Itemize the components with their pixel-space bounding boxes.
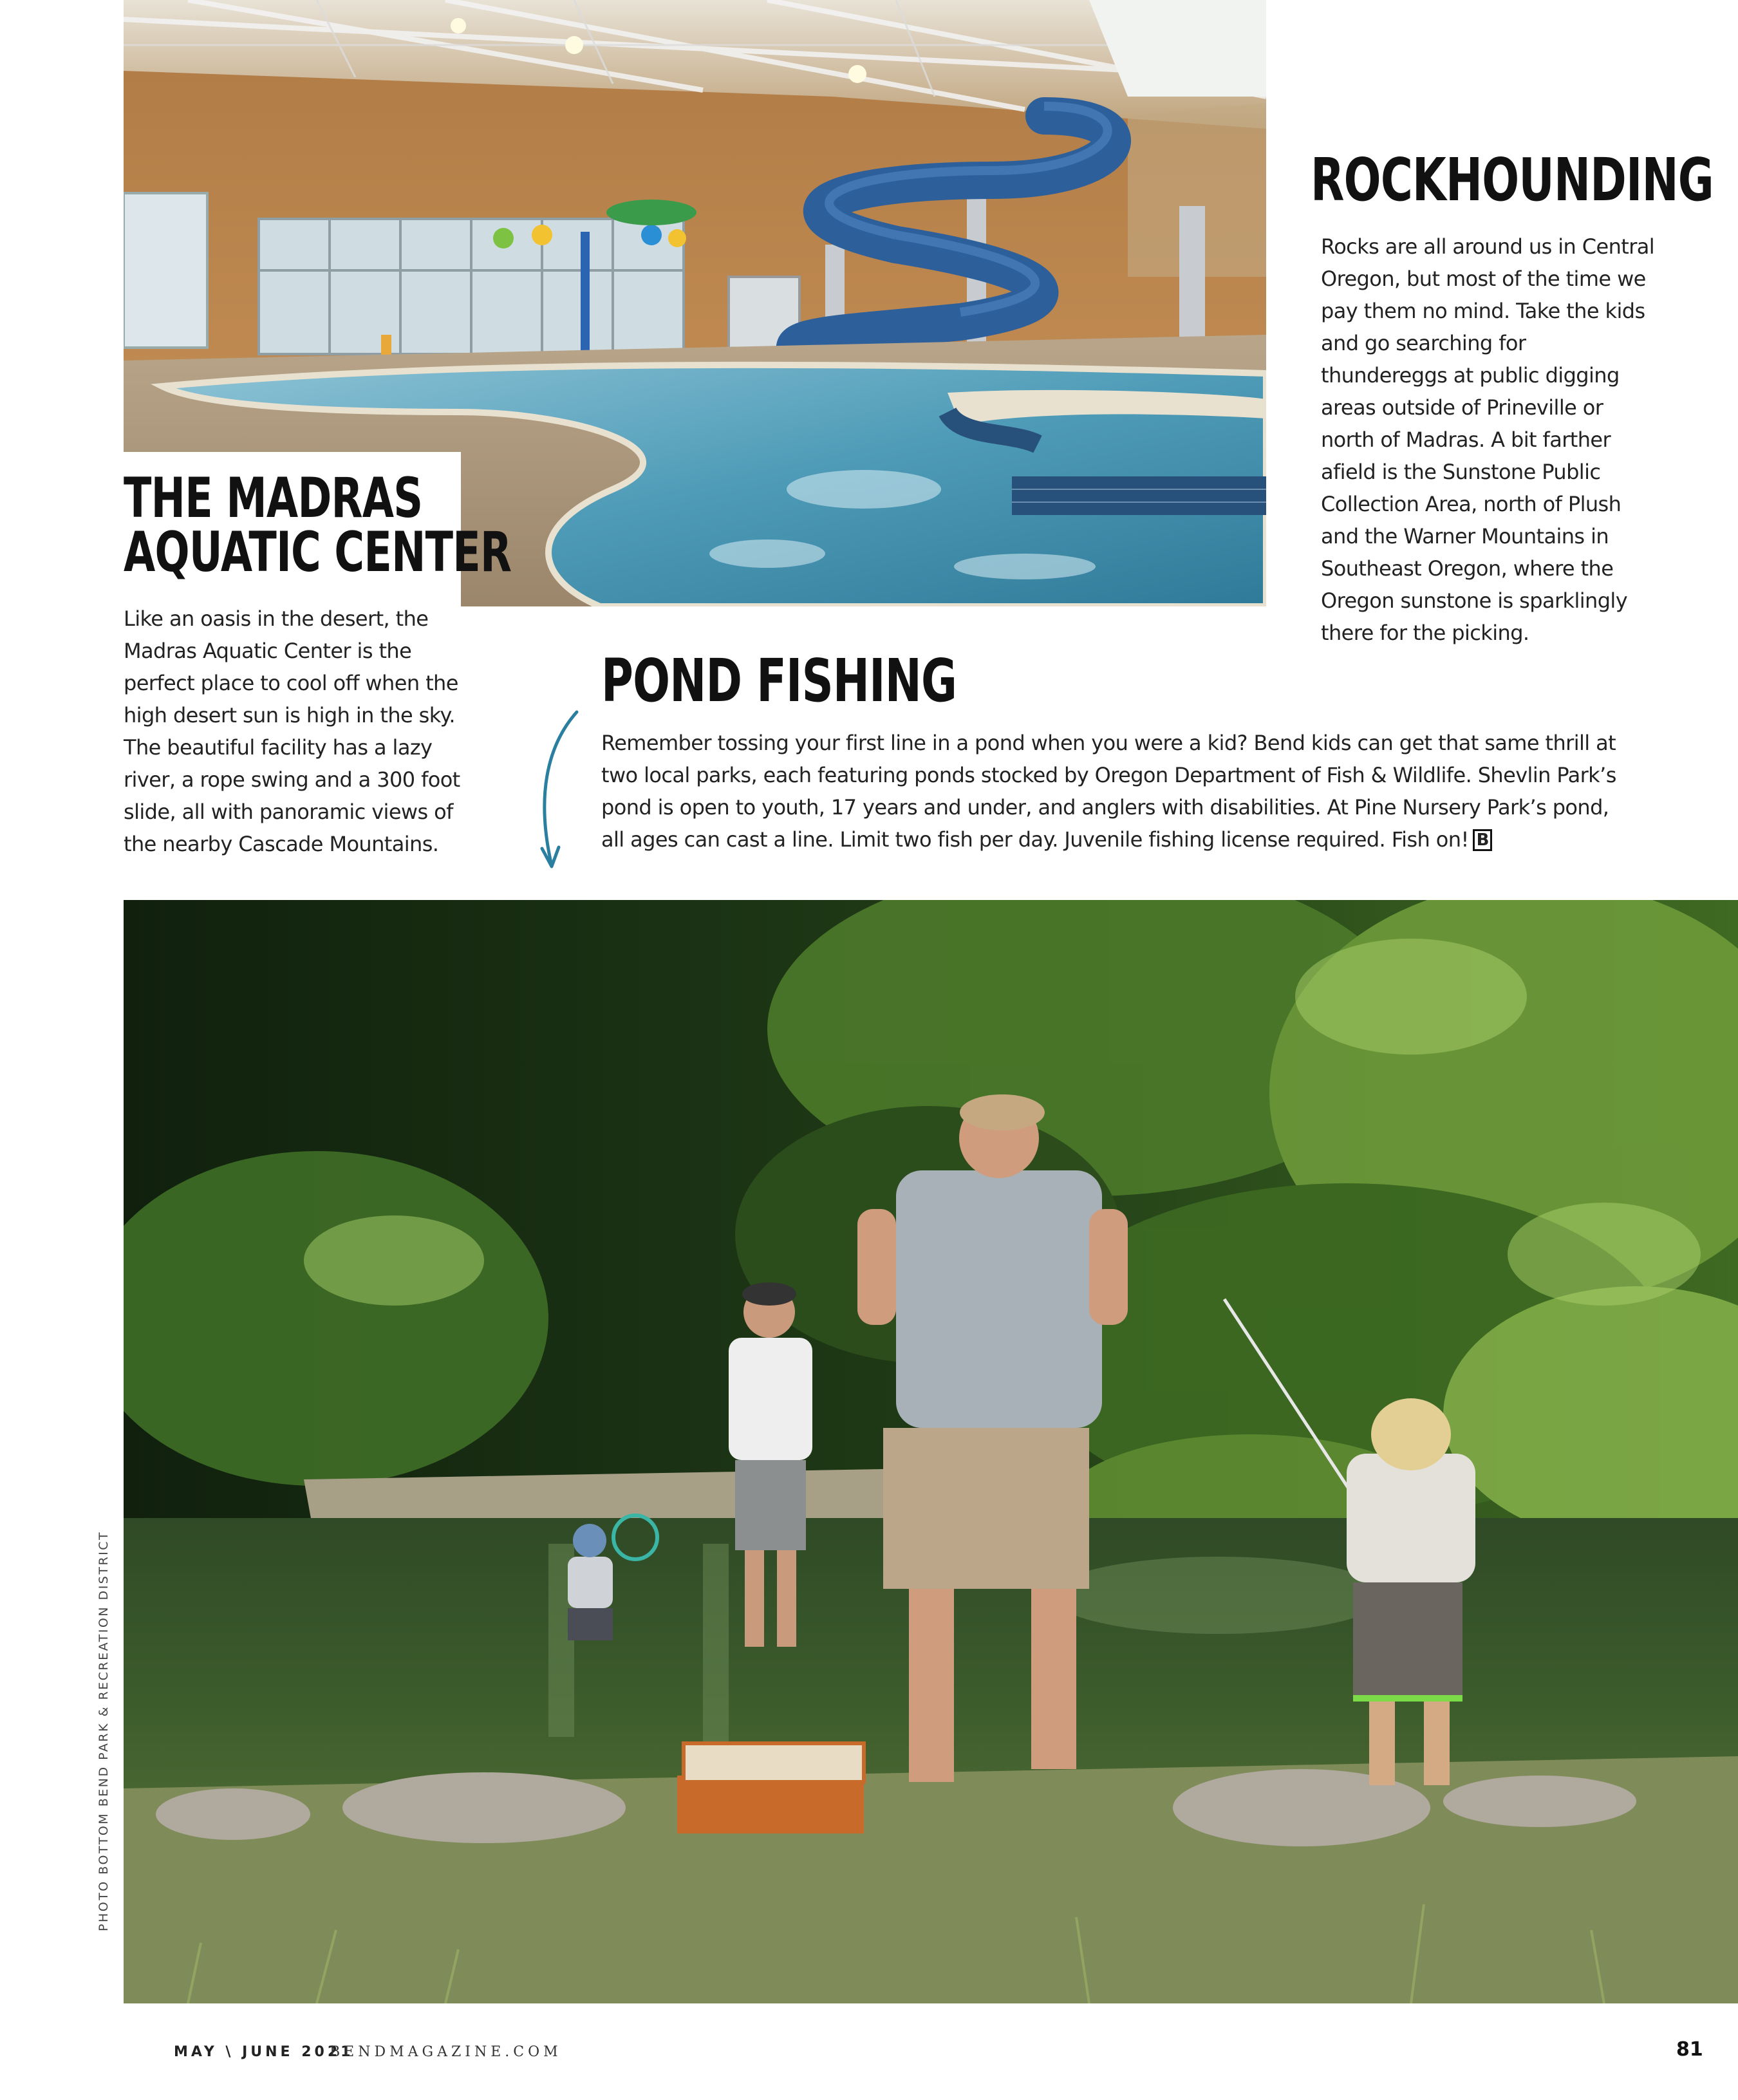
page-number: 81: [1676, 2038, 1703, 2061]
pond-fishing-heading: POND FISHING: [601, 646, 957, 715]
rockhounding-body: Rocks are all around us in Central Oregon, but most of the time we pay them no mind. Take the kids and go searching for thundereggs at public digging areas outside of Prineville or north of Madras. A bit farther afield is the Sunstone Public Collection Area, north of Plush and the Warner Mountains in Southeast Oregon, where the Oregon sunstone is sparklingly there for the picking.: [1321, 234, 1655, 645]
bend-magazine-logo-icon: B: [1473, 829, 1492, 851]
footer-issue-date: MAY \ JUNE 2021: [174, 2044, 354, 2060]
pond-fishing-body-text: Remember tossing your first line in a pond when you were a kid? Bend kids can get that same thrill at two local parks, each featuring ponds stocked by Oregon Department of Fish & Wildlife. Shevlin Park’s pond is open to youth, 17 years and under, and anglers with disabilities. At Pine Nursery Park’s pond, all ages can cast a line. Limit two fish per day. Juvenile fishing license required. Fish on!: [601, 731, 1616, 852]
pond-fishing-photo: [124, 900, 1738, 2003]
madras-heading-line-1: THE MADRAS: [124, 466, 423, 530]
pond-fishing-body: [601, 727, 1631, 856]
curved-arrow-down-icon: [533, 708, 584, 876]
madras-aquatic-center-body: Like an oasis in the desert, the Madras Aquatic Center is the perfect place to cool off when the high desert sun is high in the sky. The beautiful facility has a lazy river, a rope swing and a 300 foot slide, all with panoramic views of the nearby Cascade Mountains.: [124, 606, 460, 856]
rockhounding-heading: ROCKHOUNDING: [1311, 145, 1714, 214]
madras-aquatic-center-heading: [124, 466, 512, 585]
madras-heading-line-2: AQUATIC CENTER: [124, 520, 512, 585]
footer-website: BENDMAGAZINE.COM: [330, 2044, 562, 2060]
photo-credit: PHOTO BOTTOM BEND PARK & RECREATION DISTRICT: [97, 1530, 111, 1931]
